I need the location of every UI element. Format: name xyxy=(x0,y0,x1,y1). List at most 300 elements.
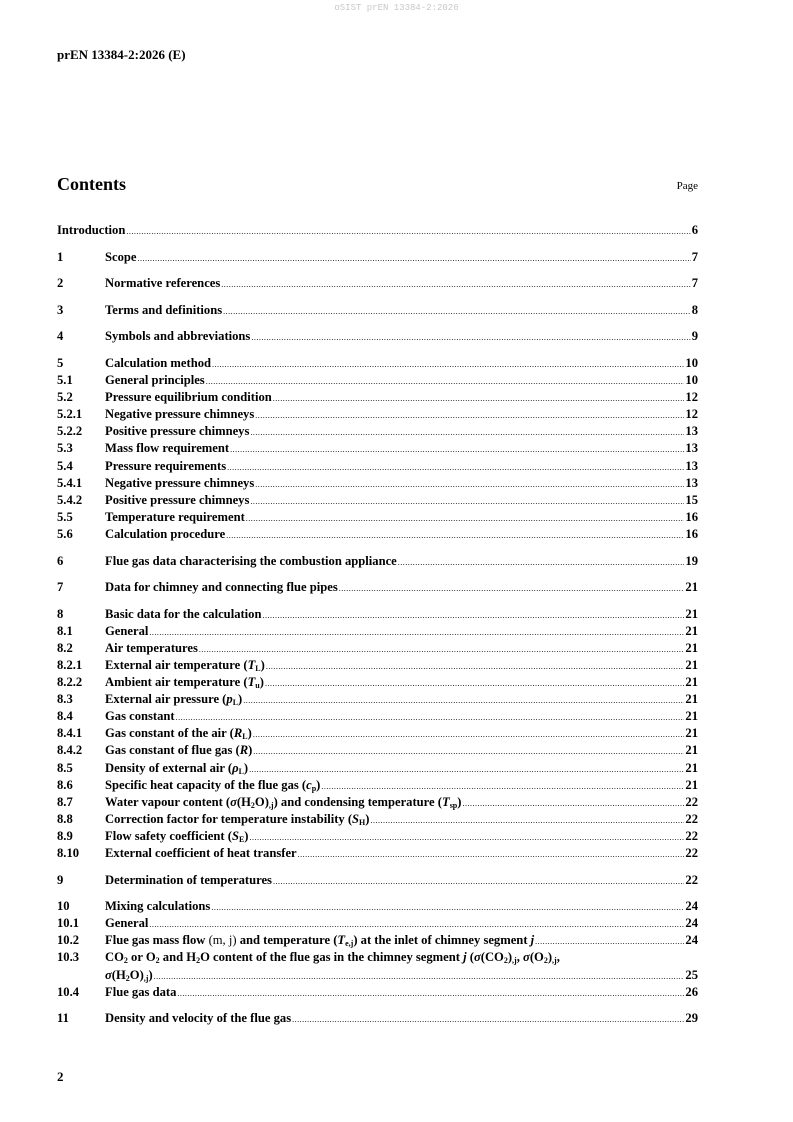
toc-entry-page: 7 xyxy=(691,276,698,291)
toc-entry[interactable] xyxy=(57,984,698,1001)
title-fragment: ( xyxy=(466,950,474,965)
title-fragment: ) xyxy=(148,967,153,982)
title-fragment: Flue gas mass flow xyxy=(105,933,209,948)
title-fragment: (H xyxy=(111,967,126,982)
dot-leader xyxy=(154,968,685,985)
toc-entry-title xyxy=(105,475,254,492)
title-fragment: External coefficient of heat transfer xyxy=(105,846,297,860)
title-fragment: 2 xyxy=(125,973,130,983)
dot-leader xyxy=(149,624,684,641)
title-fragment: Gas constant of the air ( xyxy=(105,726,234,741)
title-fragment: Gas constant of flue gas ( xyxy=(105,743,240,758)
title-fragment: Flue gas data xyxy=(105,984,177,999)
dot-leader xyxy=(149,916,684,933)
title-fragment: (m, j) xyxy=(208,933,237,948)
title-fragment: O) xyxy=(254,794,269,809)
title-fragment: Data for chimney and connecting flue pipes xyxy=(105,580,338,595)
title-fragment: Mass flow requirement xyxy=(105,441,230,456)
toc-group xyxy=(57,872,698,889)
toc-entry-page: 16 xyxy=(685,509,698,524)
table-of-contents xyxy=(57,222,698,1027)
toc-entry-title xyxy=(105,553,397,570)
title-fragment: sp xyxy=(449,800,458,810)
title-fragment: ) xyxy=(507,950,513,965)
title-fragment: Pressure requirements xyxy=(105,458,227,473)
dot-leader xyxy=(251,329,690,346)
toc-entry-page: 24 xyxy=(685,899,698,914)
title-fragment: ,j xyxy=(552,956,557,966)
title-fragment: Basic data for the calculation xyxy=(105,606,262,621)
toc-entry-page: 24 xyxy=(685,916,698,931)
toc-entry-page: 21 xyxy=(685,623,698,638)
title-fragment: T xyxy=(337,933,346,948)
toc-entry-number: 5.4 xyxy=(57,458,73,473)
toc-entry[interactable] xyxy=(57,845,698,862)
toc-group xyxy=(57,302,698,319)
toc-entry[interactable] xyxy=(57,640,698,657)
title-fragment: T xyxy=(441,794,450,809)
toc-entry-page: 29 xyxy=(685,1011,698,1026)
title-fragment: or O xyxy=(127,950,156,965)
title-fragment: 2 xyxy=(196,956,201,966)
toc-entry-title xyxy=(105,302,222,319)
toc-entry-number: 5.5 xyxy=(57,509,73,524)
title-fragment: , xyxy=(516,950,524,965)
toc-group xyxy=(57,579,698,596)
toc-entry-title xyxy=(105,440,229,457)
title-fragment: (O xyxy=(529,950,544,965)
dot-leader xyxy=(212,356,684,373)
toc-entry-number: 10.3 xyxy=(57,950,80,965)
title-fragment: Negative pressure chimneys xyxy=(105,407,255,422)
toc-entry-number: 10.1 xyxy=(57,916,80,931)
toc-entry-page: 22 xyxy=(685,794,698,809)
toc-entry[interactable] xyxy=(57,389,698,406)
toc-entry-number: 5 xyxy=(57,355,64,370)
toc-entry[interactable] xyxy=(57,275,698,292)
toc-entry[interactable] xyxy=(57,475,698,492)
title-fragment: Introduction xyxy=(57,223,126,237)
title-fragment: L xyxy=(232,698,239,708)
toc-entry-page: 13 xyxy=(685,458,698,473)
dot-leader xyxy=(298,846,685,863)
toc-entry-page: 21 xyxy=(685,743,698,758)
title-fragment: (CO xyxy=(480,950,504,965)
dot-leader xyxy=(243,692,684,709)
toc-entry-page: 21 xyxy=(685,777,698,792)
toc-entry-page: 21 xyxy=(685,675,698,690)
toc-entry[interactable] xyxy=(57,423,698,440)
dot-leader xyxy=(250,493,684,510)
dot-leader xyxy=(255,476,684,493)
title-fragment: Density and velocity of the flue gas xyxy=(105,1011,292,1026)
title-fragment: Mixing calculations xyxy=(105,899,211,914)
title-fragment: Density of external air ( xyxy=(105,760,233,775)
title-fragment: Calculation method xyxy=(105,355,212,370)
title-fragment: σ xyxy=(105,967,112,982)
toc-entry[interactable] xyxy=(57,725,698,742)
title-fragment: O) xyxy=(129,967,144,982)
toc-entry-number: 2 xyxy=(57,276,64,291)
toc-entry[interactable] xyxy=(57,440,698,457)
toc-entry-number: 3 xyxy=(57,302,64,317)
dot-leader xyxy=(273,873,684,890)
toc-entry-number: 7 xyxy=(57,580,64,595)
title-fragment: j xyxy=(530,933,535,948)
dot-leader xyxy=(253,726,685,743)
toc-entry-number: 8.10 xyxy=(57,846,80,860)
toc-entry-page: 21 xyxy=(685,640,698,655)
title-fragment: L xyxy=(255,663,261,673)
dot-leader xyxy=(266,658,685,675)
toc-entry[interactable] xyxy=(57,742,698,759)
toc-entry[interactable] xyxy=(57,777,698,794)
title-fragment: R xyxy=(239,743,249,758)
toc-entry[interactable] xyxy=(57,579,698,596)
title-fragment: ) and condensing temperature ( xyxy=(273,794,442,809)
toc-entry[interactable] xyxy=(57,967,698,984)
title-fragment: S xyxy=(231,828,239,843)
toc-entry-title xyxy=(105,932,534,949)
dot-leader xyxy=(265,675,684,692)
title-fragment: ) xyxy=(316,777,321,792)
toc-entry-title xyxy=(105,640,198,657)
contents-heading: Contents xyxy=(57,174,127,194)
dot-leader xyxy=(253,743,684,760)
title-fragment: 2 xyxy=(250,800,255,810)
title-fragment: T xyxy=(247,657,256,672)
toc-entry-page: 24 xyxy=(685,933,698,948)
toc-entry[interactable] xyxy=(57,526,698,543)
toc-entry[interactable] xyxy=(57,949,698,966)
title-fragment: Scope xyxy=(105,249,137,264)
toc-entry[interactable] xyxy=(57,811,698,828)
title-fragment: Calculation procedure xyxy=(105,526,226,541)
toc-entry[interactable] xyxy=(57,249,698,266)
toc-entry-page: 13 xyxy=(685,475,698,490)
toc-group xyxy=(57,355,698,543)
toc-entry-number: 8.2.1 xyxy=(57,657,83,672)
title-fragment: ) xyxy=(248,743,253,758)
dot-leader xyxy=(246,510,685,527)
toc-entry-page: 15 xyxy=(685,492,698,507)
title-fragment: σ xyxy=(473,950,481,965)
toc-entry-page: 12 xyxy=(685,407,698,422)
toc-entry-number: 8.4.1 xyxy=(57,726,83,741)
toc-entry[interactable] xyxy=(57,898,698,915)
title-fragment: 2 xyxy=(543,956,548,966)
toc-entry-page: 21 xyxy=(685,726,698,741)
dot-leader xyxy=(273,390,685,407)
dot-leader xyxy=(126,223,690,240)
toc-entry-title xyxy=(105,606,261,623)
title-fragment: ,j xyxy=(512,956,517,966)
title-fragment: Water vapour content ( xyxy=(105,794,231,809)
toc-entry[interactable] xyxy=(57,623,698,640)
title-fragment: ,j xyxy=(268,800,274,810)
toc-entry-title xyxy=(105,967,153,984)
toc-entry-page: 8 xyxy=(691,302,698,317)
toc-entry-page: 21 xyxy=(685,606,698,621)
toc-entry[interactable] xyxy=(57,828,698,845)
title-fragment: ρ xyxy=(232,760,239,775)
title-fragment: j xyxy=(463,950,467,965)
toc-entry[interactable] xyxy=(57,222,698,239)
toc-entry-page: 21 xyxy=(685,709,698,724)
title-fragment: p xyxy=(311,783,317,793)
dot-leader xyxy=(226,527,684,544)
toc-entry-title xyxy=(105,1010,291,1027)
toc-entry[interactable] xyxy=(57,406,698,423)
toc-entry-page: 9 xyxy=(691,329,698,344)
dot-leader xyxy=(535,933,684,950)
title-fragment: ) xyxy=(457,794,462,809)
toc-entry-number: 5.4.1 xyxy=(57,475,83,490)
toc-entry[interactable] xyxy=(57,794,698,811)
toc-entry-title xyxy=(105,372,205,389)
toc-entry-number: 8 xyxy=(57,606,64,621)
toc-entry-number: 9 xyxy=(57,872,64,887)
toc-entry-title xyxy=(105,725,252,742)
title-fragment: and H xyxy=(159,950,197,965)
toc-entry[interactable] xyxy=(57,708,698,725)
toc-entry-number: 8.2.2 xyxy=(57,675,83,690)
toc-entry-number: 5.6 xyxy=(57,526,73,541)
toc-entry-number: 10 xyxy=(57,899,70,914)
title-fragment: Determination of temperatures xyxy=(105,872,272,887)
title-fragment: 2 xyxy=(123,956,128,966)
toc-entry-title xyxy=(105,526,225,543)
toc-entry-page: 22 xyxy=(685,828,698,843)
toc-entry-number: 11 xyxy=(57,1011,69,1026)
toc-entry-title xyxy=(105,708,175,725)
title-fragment: Normative references xyxy=(105,276,221,291)
dot-leader xyxy=(321,778,684,795)
dot-leader xyxy=(227,459,684,476)
title-fragment: L xyxy=(238,766,244,776)
toc-group xyxy=(57,898,698,1001)
toc-entry-title xyxy=(105,355,211,372)
toc-entry[interactable] xyxy=(57,606,698,623)
title-fragment: e,j xyxy=(345,939,354,949)
footer-page-number: 2 xyxy=(57,1069,64,1084)
title-fragment: ) xyxy=(365,811,370,826)
toc-entry-page: 13 xyxy=(685,424,698,439)
toc-entry-page: 21 xyxy=(685,760,698,775)
toc-entry-page: 10 xyxy=(685,373,698,388)
toc-entry-page: 26 xyxy=(685,984,698,999)
toc-entry[interactable] xyxy=(57,932,698,949)
toc-entry-page: 21 xyxy=(685,692,698,707)
dot-leader xyxy=(199,641,684,658)
toc-group xyxy=(57,606,698,862)
title-fragment: Pressure equilibrium condition xyxy=(105,390,272,405)
toc-group xyxy=(57,275,698,292)
toc-entry[interactable] xyxy=(57,492,698,509)
toc-entry-number: 5.2.2 xyxy=(57,424,83,439)
toc-entry[interactable] xyxy=(57,872,698,889)
toc-entry-title xyxy=(105,249,136,266)
title-fragment: ) xyxy=(244,828,249,843)
toc-entry-title xyxy=(105,492,249,509)
dot-leader xyxy=(177,985,684,1002)
toc-entry[interactable] xyxy=(57,691,698,708)
toc-entry-number: 1 xyxy=(57,249,64,264)
toc-entry-number: 8.6 xyxy=(57,777,73,792)
toc-entry-page: 6 xyxy=(691,223,698,237)
toc-entry-page: 12 xyxy=(685,390,698,405)
toc-entry-title xyxy=(105,458,226,475)
dot-leader xyxy=(462,795,684,812)
dot-leader xyxy=(249,761,684,778)
toc-entry[interactable] xyxy=(57,355,698,372)
title-fragment: ,j xyxy=(143,973,149,983)
toc-entry[interactable] xyxy=(57,674,698,691)
toc-entry-page: 19 xyxy=(685,553,698,568)
toc-entry-number: 8.2 xyxy=(57,640,73,655)
title-fragment: u xyxy=(255,681,260,691)
title-fragment: ) xyxy=(238,692,243,707)
dot-leader xyxy=(250,424,684,441)
page-column-label: Page xyxy=(676,180,698,192)
toc-entry-title xyxy=(105,423,249,440)
dot-leader xyxy=(211,899,684,916)
dot-leader xyxy=(398,554,685,571)
title-fragment: Terms and definitions xyxy=(105,302,223,317)
toc-entry[interactable] xyxy=(57,302,698,319)
toc-entry-page: 10 xyxy=(685,355,698,370)
toc-entry[interactable] xyxy=(57,915,698,932)
toc-entry-number: 8.8 xyxy=(57,811,73,826)
watermark: oSIST prEN 13384-2:2026 xyxy=(334,3,459,13)
title-fragment: H xyxy=(359,817,366,827)
toc-entry[interactable] xyxy=(57,458,698,475)
toc-entry-title xyxy=(105,406,254,423)
title-fragment: O content of the flue gas in the chimney segment xyxy=(200,950,464,965)
toc-entry-number: 10.2 xyxy=(57,933,80,948)
toc-entry-title xyxy=(105,949,560,966)
toc-entry-title xyxy=(105,845,297,862)
dot-leader xyxy=(370,812,684,829)
title-fragment: σ xyxy=(523,950,530,965)
title-fragment: , xyxy=(556,950,560,965)
toc-entry-number: 8.5 xyxy=(57,760,73,775)
toc-entry[interactable] xyxy=(57,760,698,777)
toc-entry[interactable] xyxy=(57,509,698,526)
title-fragment: T xyxy=(247,675,256,690)
toc-entry-number: 4 xyxy=(57,329,64,344)
toc-group xyxy=(57,249,698,266)
toc-entry[interactable] xyxy=(57,553,698,570)
toc-entry[interactable] xyxy=(57,657,698,674)
title-fragment: External air temperature ( xyxy=(105,657,248,672)
dot-leader xyxy=(223,303,691,320)
toc-entry-number: 8.3 xyxy=(57,692,73,707)
toc-entry-title xyxy=(105,579,338,596)
title-fragment: Correction factor for temperature instability ( xyxy=(105,811,353,826)
toc-entry-title xyxy=(105,898,210,915)
title-fragment: L xyxy=(242,732,248,742)
toc-group xyxy=(57,328,698,345)
title-fragment: General xyxy=(105,916,149,931)
title-fragment: 2 xyxy=(155,956,160,966)
title-fragment: Symbols and abbreviations xyxy=(105,329,251,344)
toc-entry[interactable] xyxy=(57,372,698,389)
toc-entry-title xyxy=(105,674,264,691)
title-fragment: Air temperatures xyxy=(105,640,198,655)
toc-entry-title xyxy=(57,222,125,239)
toc-group xyxy=(57,1010,698,1027)
title-fragment: ) xyxy=(260,657,265,672)
dot-leader xyxy=(137,250,690,267)
toc-entry-title xyxy=(105,275,220,292)
toc-entry-number: 5.2.1 xyxy=(57,407,83,422)
title-fragment: Positive pressure chimneys xyxy=(105,492,250,507)
toc-entry-title xyxy=(105,328,250,345)
title-fragment: ) xyxy=(547,950,553,965)
title-fragment: S xyxy=(352,811,360,826)
toc-entry-title xyxy=(105,794,461,811)
dot-leader xyxy=(230,441,684,458)
toc-group xyxy=(57,553,698,570)
title-fragment: General principles xyxy=(105,373,205,388)
title-fragment: ) xyxy=(243,760,249,775)
toc-entry[interactable] xyxy=(57,328,698,345)
toc-entry-page: 13 xyxy=(685,441,698,456)
title-fragment: Flue gas data characterising the combustion appliance xyxy=(105,553,397,568)
title-fragment: E xyxy=(238,834,245,844)
toc-entry-title xyxy=(105,760,248,777)
title-fragment: ) xyxy=(247,726,252,741)
dot-leader xyxy=(250,829,685,846)
toc-group xyxy=(57,222,698,239)
toc-entry-number: 8.9 xyxy=(57,828,73,843)
toc-entry-number: 8.7 xyxy=(57,794,73,809)
toc-entry-title xyxy=(105,872,272,889)
dot-leader xyxy=(339,580,685,597)
toc-entry-number: 5.1 xyxy=(57,373,73,388)
title-fragment: (H xyxy=(236,794,251,809)
dot-leader xyxy=(292,1011,684,1028)
toc-entry-number: 5.2 xyxy=(57,390,73,405)
toc-entry-page: 22 xyxy=(685,811,698,826)
toc-entry-number: 6 xyxy=(57,553,64,568)
title-fragment: General xyxy=(105,623,149,638)
title-fragment: Negative pressure chimneys xyxy=(105,475,255,490)
toc-entry[interactable] xyxy=(57,1010,698,1027)
toc-entry-page: 7 xyxy=(691,249,698,264)
title-fragment: Ambient air temperature ( xyxy=(105,675,248,690)
toc-entry-number: 5.3 xyxy=(57,441,73,456)
dot-leader xyxy=(262,607,684,624)
toc-entry-title xyxy=(105,509,245,526)
toc-entry-title xyxy=(105,811,369,828)
toc-entry-title xyxy=(105,915,148,932)
title-fragment: ) xyxy=(259,675,264,690)
title-fragment: CO xyxy=(105,950,124,965)
toc-entry-number: 5.4.2 xyxy=(57,492,83,507)
dot-leader xyxy=(255,407,684,424)
toc-entry-page: 16 xyxy=(685,526,698,541)
toc-entry-title xyxy=(105,777,320,794)
toc-entry-page: 22 xyxy=(685,846,698,860)
title-fragment: ) at the inlet of chimney segment xyxy=(353,933,531,948)
toc-entry-title xyxy=(105,389,272,406)
toc-entry-page: 25 xyxy=(685,967,698,982)
dot-leader xyxy=(176,709,685,726)
toc-entry-number: 10.4 xyxy=(57,984,80,999)
toc-entry-number: 8.1 xyxy=(57,623,73,638)
